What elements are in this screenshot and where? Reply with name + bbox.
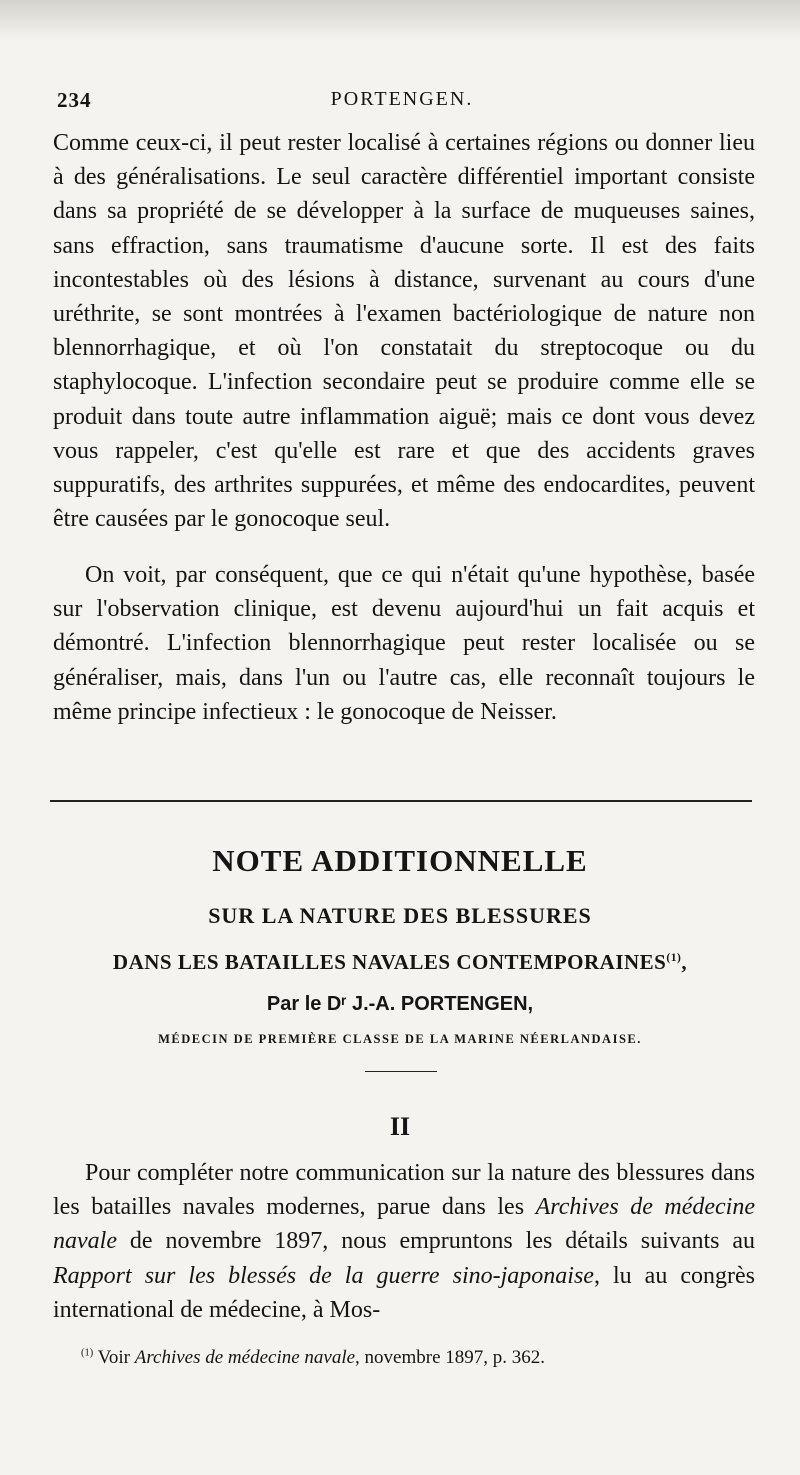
note-title: NOTE ADDITIONNELLE: [212, 843, 588, 878]
running-head: PORTENGEN.: [330, 88, 474, 110]
footnote-journal-title: Archives de médecine navale: [134, 1347, 356, 1368]
section-number: II: [389, 1112, 411, 1141]
paragraph-3-part-2: de novembre 1897, nous empruntons les détails suivants au: [116, 1228, 755, 1255]
author-byline: Par le Dʳ J.-A. PORTENGEN,: [266, 993, 534, 1015]
page-header: [57, 88, 747, 118]
report-title: Rapport sur les blessés de la guerre sino-japonaise: [53, 1262, 594, 1289]
author-affiliation: MÉDECIN DE PREMIÈRE CLASSE DE LA MARINE NÉERLANDAISE.: [158, 1032, 642, 1046]
note-subtitle-1: SUR LA NATURE DES BLESSURES: [208, 903, 592, 928]
footnote: [81, 1345, 761, 1371]
note-subtitle-2: [0, 950, 800, 975]
note-subtitle-2-comma: ,: [681, 950, 688, 974]
footnote-suffix: , novembre 1897, p. 362.: [355, 1347, 546, 1368]
journal-title: Archives de médecine navale: [53, 1194, 755, 1255]
paragraph-2: On voit, par conséquent, que ce qui n'était qu'une hypothèse, basée sur l'observation clinique, est devenu aujourd'hui un fait acquis et démontré. L'infection blennorrhagique peut rester localisée ou se généraliser, mais, dans l'un ou l'autre cas, elle reconnaît toujours le même principe infectieux : le gonocoque de Neisser.: [53, 562, 755, 725]
paragraph-3-part-3: , lu au congrès international de médecine, à Mos-: [53, 1262, 755, 1323]
footnote-prefix: Voir: [93, 1347, 135, 1368]
paragraph-1: Comme ceux-ci, il peut rester localisé à certaines régions ou donner lieu à des généralisations. Le seul caractère différentiel important consiste dans sa propriété de se développer à la surface de muqueuses saines, sans effraction, sans traumatisme d'aucune sorte. Il est des faits incontestables où des lésions à distance, survenant au cours d'une uréthrite, se sont montrées à l'examen bactériologique de nature non blennorrhagique, et où l'on constatait du streptocoque ou du staphylocoque. L'infection secondaire peut se produire comme elle se produit dans toute autre inflammation aiguë; mais ce dont vous devez vous rappeler, c'est qu'elle est rare et que des accidents graves suppuratifs, des arthrites suppurées, et même des endocardites, peuvent être causées par le gonocoque seul.: [53, 130, 755, 533]
short-divider: [365, 1071, 437, 1072]
paragraph-3: [53, 1156, 755, 1327]
footnote-reference: (1): [666, 952, 682, 964]
paragraph-3-part-1: Pour compléter notre communication sur la nature des blessures dans les batailles navales modernes, parue dans les: [53, 1160, 755, 1221]
page-number: 234: [57, 88, 92, 112]
note-subtitle-2-text: DANS LES BATAILLES NAVALES CONTEMPORAINES: [112, 950, 667, 974]
section-divider: [50, 800, 752, 802]
footnote-mark: (1): [81, 1347, 94, 1359]
